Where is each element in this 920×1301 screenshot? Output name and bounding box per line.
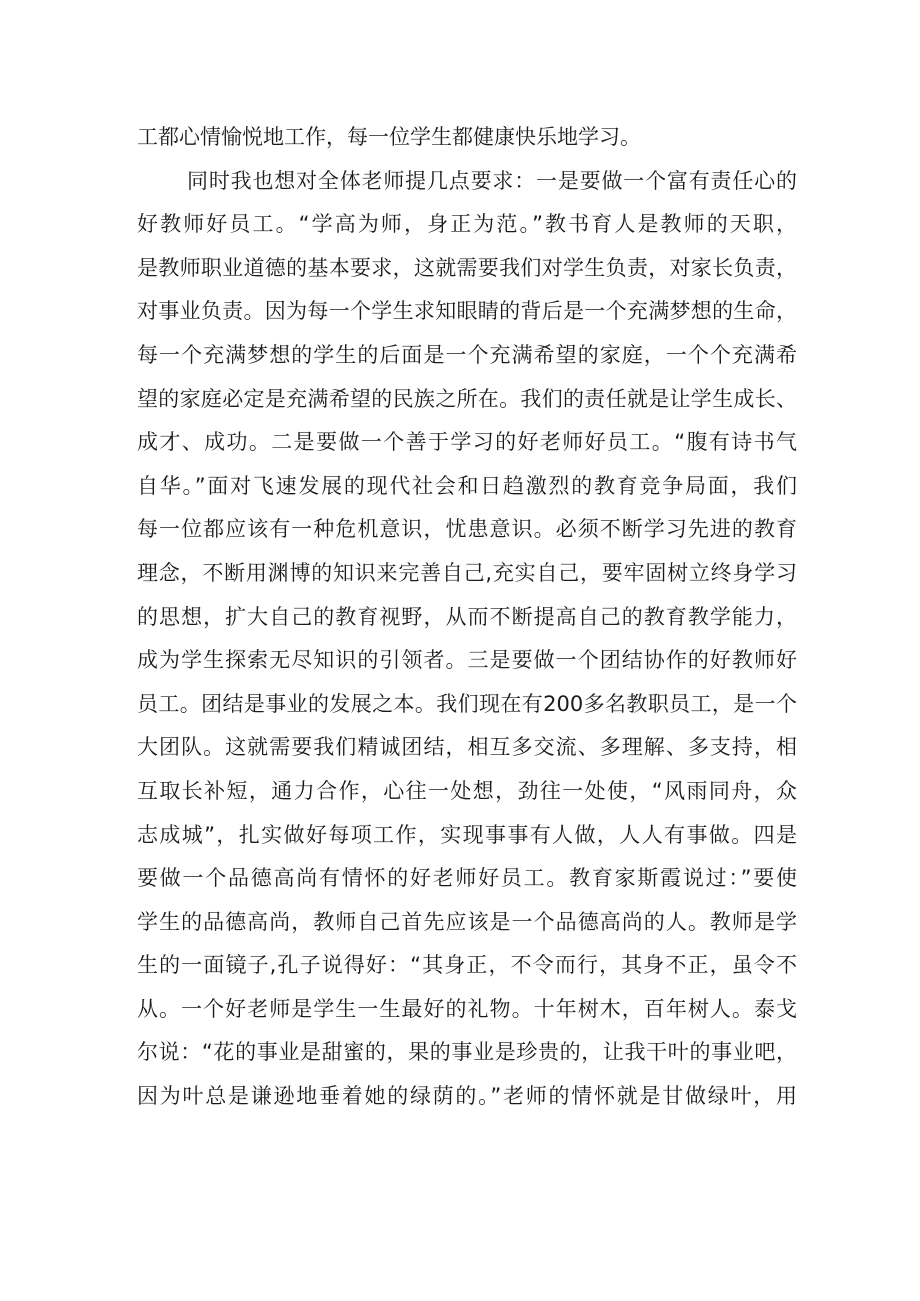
text-line: 互取长补短，通力合作，心往一处想，劲往一处使，“风雨同舟，众 [137, 778, 797, 803]
text-line: 每一位都应该有一种危机意识，忧患意识。必须不断学习先进的教育 [137, 517, 797, 542]
body-text [137, 116, 797, 1119]
text-line: 成才、成功。二是要做一个善于学习的好老师好员工。“腹有诗书气 [137, 430, 797, 455]
text-line: 大团队。这就需要我们精诚团结，相互多交流、多理解、多支持，相 [137, 735, 797, 760]
text-line: 工都心情愉悦地工作，每一位学生都健康快乐地学习。 [137, 125, 641, 149]
text-line: 志成城”，扎实做好每项工作，实现事事有人做，人人有事做。四是 [137, 822, 797, 847]
text-line: 好教师好员工。“学高为师，身正为范。”教书育人是教师的天职， [137, 212, 797, 237]
text-line: 生的一面镜子,孔子说得好：“其身正，不令而行，其身不正，虽令不 [137, 953, 797, 978]
text-line: 要做一个品德高尚有情怀的好老师好员工。教育家斯霞说过：”要使 [137, 866, 797, 891]
text-line: 理念，不断用渊博的知识来完善自己,充实自己，要牢固树立终身学习 [137, 560, 797, 585]
text-line: 成为学生探索无尽知识的引领者。三是要做一个团结协作的好教师好 [137, 648, 797, 673]
text-line: 对事业负责。因为每一个学生求知眼睛的背后是一个充满梦想的生命， [137, 299, 797, 324]
text-line: 每一个充满梦想的学生的后面是一个充满希望的家庭，一个个充满希 [137, 342, 797, 367]
paragraph-first-line: 同时我也想对全体老师提几点要求：一是要做一个富有责任心的 [187, 168, 797, 193]
text-line: 员工。团结是事业的发展之本。我们现在有200多名教职员工，是一个 [137, 691, 797, 716]
text-line: 自华。”面对飞速发展的现代社会和日趋激烈的教育竞争局面，我们 [137, 473, 797, 498]
text-line: 的思想，扩大自己的教育视野，从而不断提高自己的教育教学能力， [137, 604, 797, 629]
text-line: 尔说：“花的事业是甜蜜的，果的事业是珍贵的，让我干叶的事业吧， [137, 1040, 797, 1065]
text-line: 因为叶总是谦逊地垂着她的绿荫的。”老师的情怀就是甘做绿叶，用 [137, 1084, 797, 1109]
text-line: 望的家庭必定是充满希望的民族之所在。我们的责任就是让学生成长、 [137, 386, 797, 411]
text-line: 从。一个好老师是学生一生最好的礼物。十年树木，百年树人。泰戈 [137, 996, 797, 1021]
text-line: 学生的品德高尚，教师自己首先应该是一个品德高尚的人。教师是学 [137, 909, 797, 934]
text-line: 是教师职业道德的基本要求，这就需要我们对学生负责，对家长负责， [137, 255, 797, 280]
